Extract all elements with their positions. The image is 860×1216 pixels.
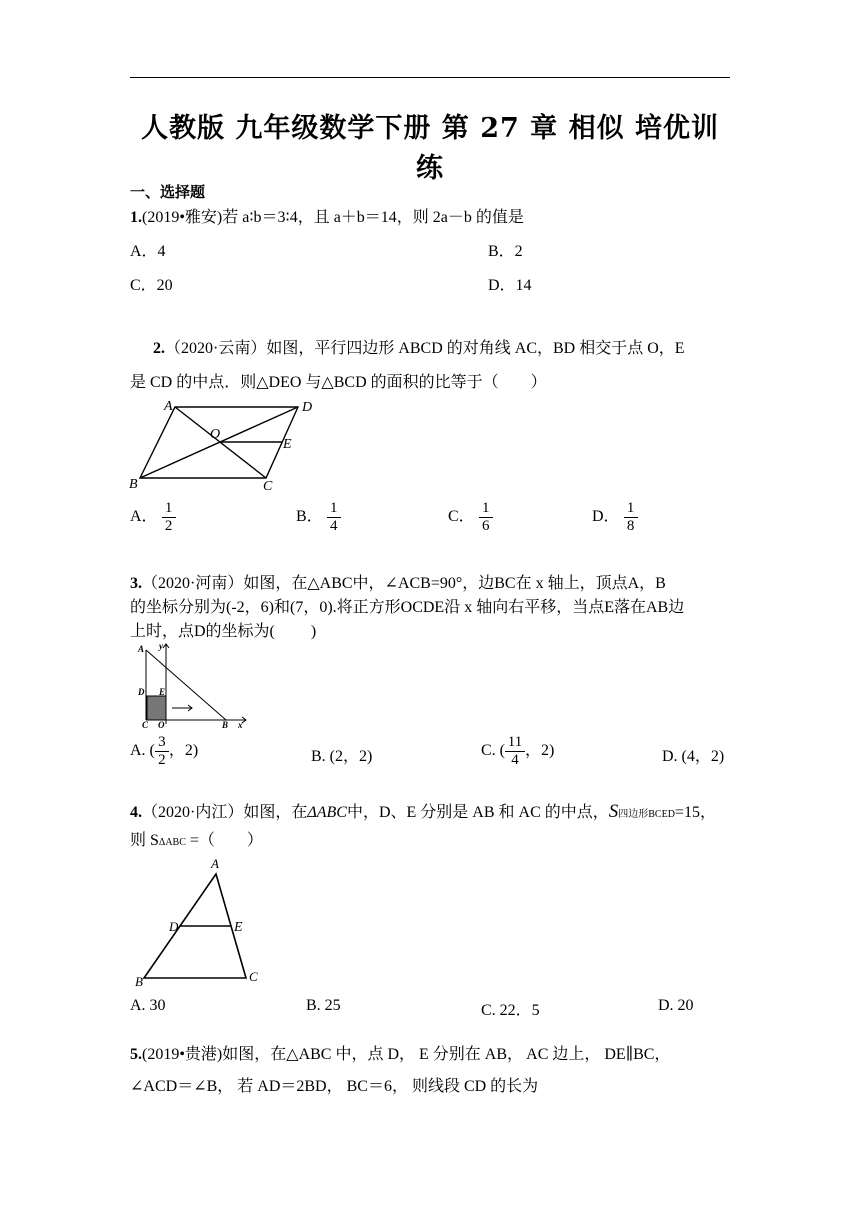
question-4: 4.（2020·内江）如图，在ΔABC中，D、E 分别是 AB 和 AC 的中点，S四边形BCED=15， bbox=[130, 801, 716, 822]
option-a: A．4 bbox=[130, 243, 166, 260]
label-d: D bbox=[302, 400, 313, 415]
question-3-line2: 的坐标分别为(-2，6)和(7，0).将正方形OCDE沿 x 轴向右平移，当点E落在AB边 bbox=[130, 599, 685, 616]
coordinate-figure bbox=[134, 640, 254, 728]
question-4-line2: 则 SΔABC =（ ） bbox=[130, 832, 263, 849]
option-b: B．2 bbox=[488, 243, 523, 260]
question-text: （2020·河南）如图，在△ABC中，∠ACB=90°，边BC在 x 轴上，顶点A，B bbox=[142, 575, 666, 592]
question-number: 4. bbox=[130, 804, 142, 821]
question-number: 1. bbox=[130, 209, 142, 226]
question-2-line2: 是 CD 的中点．则△DEO 与△BCD 的面积的比等于（ ） bbox=[130, 374, 547, 391]
label-b: B bbox=[135, 974, 143, 989]
question-2 bbox=[153, 335, 685, 358]
question-number: 3. bbox=[130, 575, 142, 592]
label-d: D bbox=[138, 687, 145, 697]
page-title: 人教版 九年级数学下册 第 27 章 相似 培优训 bbox=[141, 113, 719, 144]
option-b: B． $\frac{1}{4}$ bbox=[296, 500, 341, 535]
label-e: E bbox=[234, 920, 243, 935]
question-number: 5. bbox=[130, 1046, 142, 1063]
label-x: x bbox=[238, 720, 243, 728]
option-c: C．20 bbox=[130, 277, 173, 294]
label-o: O bbox=[210, 427, 221, 442]
fraction: $\frac{3}{2}$ bbox=[155, 734, 169, 769]
label-o: O bbox=[158, 720, 165, 728]
question-text: (2019•雅安)若 a∶b＝3∶4，且 a＋b＝14，则 2a－b 的值是 bbox=[142, 209, 524, 226]
question-text: (2019•贵港)如图，在△ABC 中，点 D， E 分别在 AB， AC 边上， DE∥BC， bbox=[142, 1046, 671, 1063]
option-b: B. 25 bbox=[306, 997, 341, 1014]
option-d: D. (4，2) bbox=[662, 748, 725, 765]
question-3 bbox=[130, 570, 666, 593]
label-a: A bbox=[164, 399, 173, 414]
triangle-figure bbox=[130, 854, 270, 990]
fraction: $\frac{1}{6}$ bbox=[479, 500, 493, 535]
label-y: y bbox=[159, 641, 163, 651]
option-a: A. 30 bbox=[130, 997, 166, 1014]
label-b: B bbox=[222, 720, 229, 728]
section-heading: 一、选择题 bbox=[130, 183, 206, 201]
label-c: C bbox=[142, 720, 149, 728]
option-a: A． $\frac{1}{2}$ bbox=[130, 500, 176, 535]
option-c: C． $\frac{1}{6}$ bbox=[448, 500, 493, 535]
fraction: $\frac{1}{8}$ bbox=[624, 500, 638, 535]
label-c: C bbox=[249, 969, 258, 984]
option-a: A. ( $\frac{3}{2}$ ，2) bbox=[130, 734, 199, 768]
parallelogram-figure bbox=[128, 396, 328, 496]
question-number: 2. bbox=[153, 340, 165, 357]
fraction: $\frac{11}{4}$ bbox=[505, 734, 525, 769]
question-text: （2020·云南）如图，平行四边形 ABCD 的对角线 AC，BD 相交于点 O，E bbox=[165, 340, 685, 357]
option-c: C. ( $\frac{11}{4}$ ，2) bbox=[481, 734, 555, 768]
option-b: B. (2，2) bbox=[311, 748, 373, 765]
label-e: E bbox=[283, 437, 292, 452]
option-c: C. 22．5 bbox=[481, 1002, 540, 1019]
option-d: D. 20 bbox=[658, 997, 694, 1014]
label-d: D bbox=[169, 919, 179, 934]
question-5 bbox=[130, 1041, 670, 1064]
fraction: $\frac{1}{4}$ bbox=[327, 500, 341, 535]
label-a: A bbox=[211, 856, 219, 871]
question-3-line3: 上时，点D的坐标为( ) bbox=[130, 623, 317, 640]
option-d: D． $\frac{1}{8}$ bbox=[592, 500, 638, 535]
label-c: C bbox=[263, 479, 273, 494]
label-b: B bbox=[129, 477, 138, 492]
question-1 bbox=[130, 204, 524, 227]
header-rule bbox=[130, 77, 730, 78]
question-5-line2: ∠ACD＝∠B， 若 AD＝2BD， BC＝6， 则线段 CD 的长为 bbox=[130, 1078, 539, 1095]
label-e: E bbox=[159, 687, 166, 697]
label-a: A bbox=[138, 644, 145, 654]
fraction: $\frac{1}{2}$ bbox=[162, 500, 176, 535]
option-d: D．14 bbox=[488, 277, 532, 294]
page-title-continued: 练 bbox=[416, 153, 444, 184]
